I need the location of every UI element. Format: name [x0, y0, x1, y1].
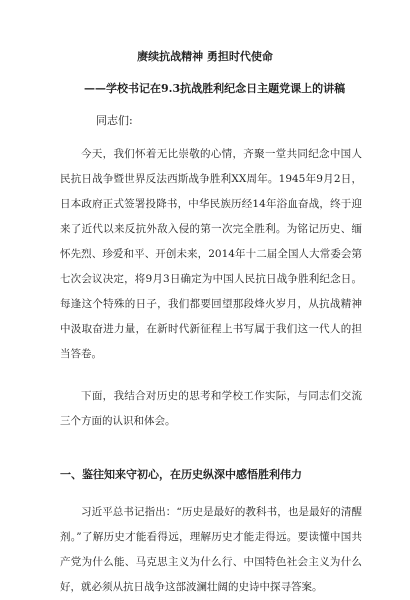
body-paragraph: 下面，我结合对历史的思考和学校工作实际，与同志们交流三个方面的认识和体会。 — [60, 390, 362, 427]
greeting: 同志们: — [96, 114, 133, 127]
body-paragraph: 今天，我们怀着无比崇敬的心情，齐聚一堂共同纪念中国人民抗日战争暨世界反法西斯战争胜利XX周年。1945年9月2日，日本政府正式签署投降书，中华民族历经14年浴血奋战，终于迎来了近代以来反抗外敌入侵的第一次完全胜利。为铭记历史、缅怀先烈、珍爱和平、开创未来，2014年十二届全国人大常委会第七次会议决定，将9月3日确定为中国人民抗日战争胜利纪念日。每逢这个特殊的日子，我们都要回望那段烽火岁月，从抗战精神中汲取奋进力量，在新时代新征程上书写属于我们这一代人的担当答卷。 — [60, 148, 362, 360]
document-title: 赓续抗战精神 勇担时代使命 — [137, 50, 273, 63]
document-subtitle: ——学校书记在9.3抗战胜利纪念日主题党课上的讲稿 — [84, 82, 346, 95]
section-paragraph: 习近平总书记指出：“历史是最好的教科书，也是最好的清醒剂。”了解历史才能看得远，理解历史才能走得远。要读懂中国共产党为什么能、马克思主义为什么行、中国特色社会主义为什么好，就必须从抗日战争这部波澜壮阔的史诗中探寻答案。 — [60, 506, 362, 593]
section-heading: 一、鉴往知来守初心，在历史纵深中感悟胜利伟力 — [60, 468, 302, 481]
